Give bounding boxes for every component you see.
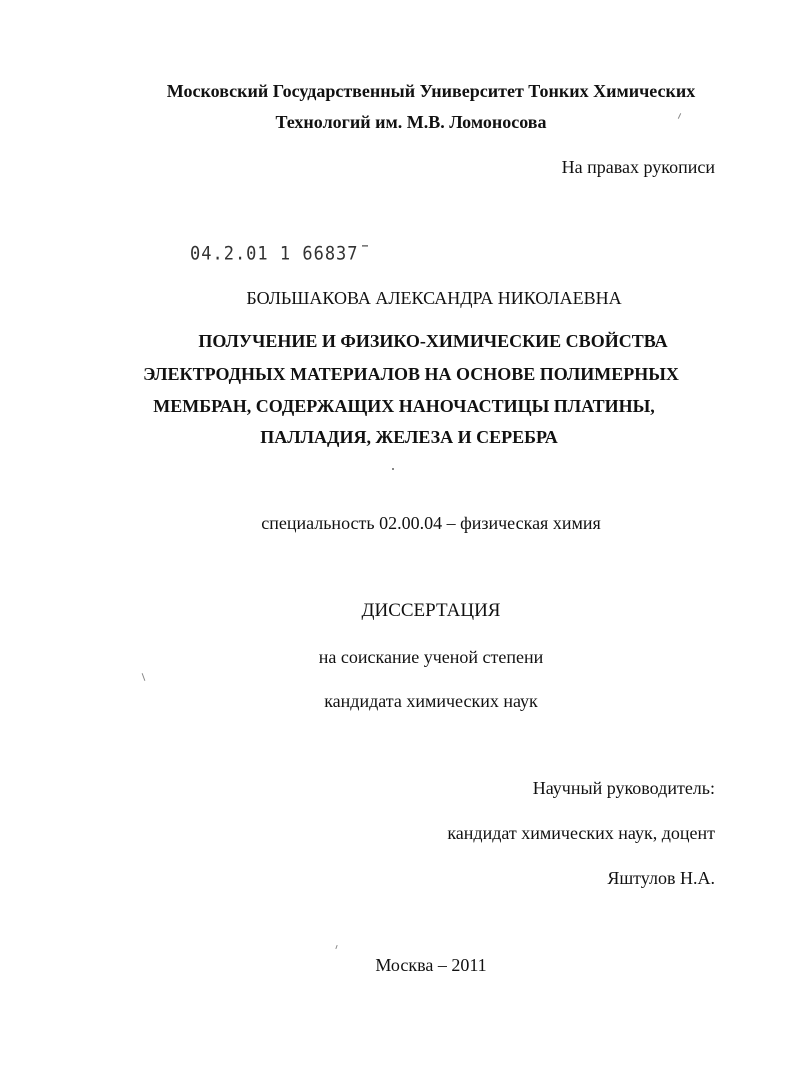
- scan-speck: [392, 468, 394, 470]
- degree-line2: кандидата химических наук: [324, 691, 538, 711]
- dissertation-title-line4: ПАЛЛАДИЯ, ЖЕЛЕЗА И СЕРЕБРА: [260, 427, 558, 447]
- dissertation-label: ДИССЕРТАЦИЯ: [361, 600, 501, 621]
- stamp-dash: [362, 245, 368, 246]
- scan-speck: [335, 945, 337, 949]
- library-stamp-code: [190, 243, 368, 265]
- university-name-line2: Технологий им. М.В. Ломоносова: [275, 112, 547, 132]
- supervisor-name: Яштулов Н.А.: [607, 868, 715, 888]
- supervisor-label: Научный руководитель:: [532, 778, 715, 798]
- dissertation-title-line3: МЕМБРАН, СОДЕРЖАЩИХ НАНОЧАСТИЦЫ ПЛАТИНЫ,: [153, 396, 655, 416]
- scan-speck: [142, 673, 146, 681]
- university-name-line1: Московский Государственный Университет Тонких Химических: [166, 81, 696, 101]
- stamp-code-text: 04.2.01 1 66837: [190, 243, 359, 265]
- specialty-line: специальность 02.00.04 – физическая химия: [261, 513, 601, 533]
- manuscript-rights-note: На правах рукописи: [561, 157, 715, 177]
- dissertation-title-line1: ПОЛУЧЕНИЕ И ФИЗИКО-ХИМИЧЕСКИЕ СВОЙСТВА: [198, 331, 668, 351]
- author-name: БОЛЬШАКОВА АЛЕКСАНДРА НИКОЛАЕВНА: [246, 288, 622, 308]
- dissertation-title-line2: ЭЛЕКТРОДНЫХ МАТЕРИАЛОВ НА ОСНОВЕ ПОЛИМЕРНЫХ: [143, 364, 679, 384]
- city-year: Москва – 2011: [375, 955, 487, 975]
- degree-line1: на соискание ученой степени: [318, 647, 544, 667]
- supervisor-degree: кандидат химических наук, доцент: [447, 823, 715, 843]
